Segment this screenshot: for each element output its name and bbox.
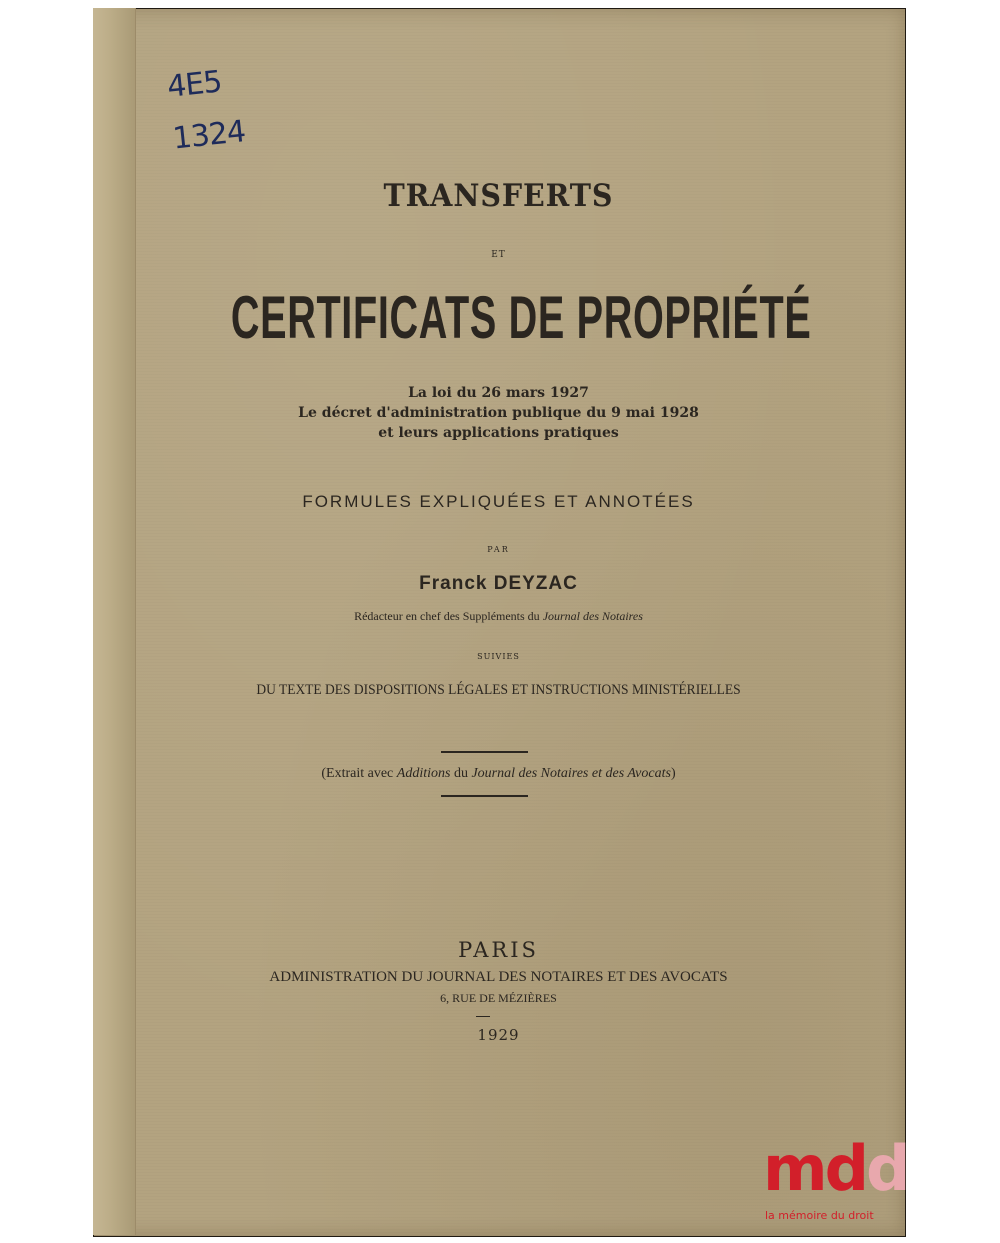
imprint-address: 6, RUE DE MÉZIÈRES [440,991,557,1005]
suivies-label: SUIVIES [477,652,520,661]
extract-close: ) [670,766,676,781]
logo-d1: d [824,1132,866,1205]
extract-open: (Extrait avec [321,766,397,781]
par-label: PAR [487,545,510,554]
imprint-dash [476,1016,490,1017]
divider-bottom [441,795,528,797]
formules-heading: FORMULES EXPLIQUÉES ET ANNOTÉES [302,492,695,511]
imprint-year: 1929 [477,1026,520,1044]
inventory-mark-line2: 1324 [171,114,247,157]
logo-m: m [763,1132,825,1205]
logo-tagline: la mémoire du droit [765,1209,874,1222]
mdd-logo [763,1132,908,1235]
subtitle-line3: et leurs applications pratiques [378,425,619,441]
title-connector: ET [491,250,506,260]
extract-journal: Journal des Notaires et des Avocats [471,766,671,781]
logo-d2: d [866,1132,908,1205]
author-role [93,609,904,624]
imprint-city: PARIS [458,938,539,962]
inventory-mark [165,55,248,166]
extract-note [93,766,904,782]
inventory-mark-line1: 4E5 [165,64,224,105]
author-role-prefix: Rédacteur en chef des Suppléments du [354,609,543,623]
logo-letters [763,1132,908,1205]
title-line2: CERTIFICATS DE PROPRIÉTÉ [230,284,812,351]
subtitle-line2: Le décret d'administration publique du 9 mai 1928 [298,405,699,421]
extract-additions: Additions [396,766,451,781]
author-name: Franck DEYZAC [419,573,578,594]
title-line1: TRANSFERTS [383,178,614,214]
imprint-publisher: ADMINISTRATION DU JOURNAL DES NOTAIRES ET DES AVOCATS [269,969,728,985]
contents-line: DU TEXTE DES DISPOSITIONS LÉGALES ET INSTRUCTIONS MINISTÉRIELLES [256,682,741,698]
author-role-journal: Journal des Notaires [542,609,643,623]
subtitle-line1: La loi du 26 mars 1927 [408,385,589,401]
divider-top [441,751,528,753]
extract-middle: du [450,766,472,781]
